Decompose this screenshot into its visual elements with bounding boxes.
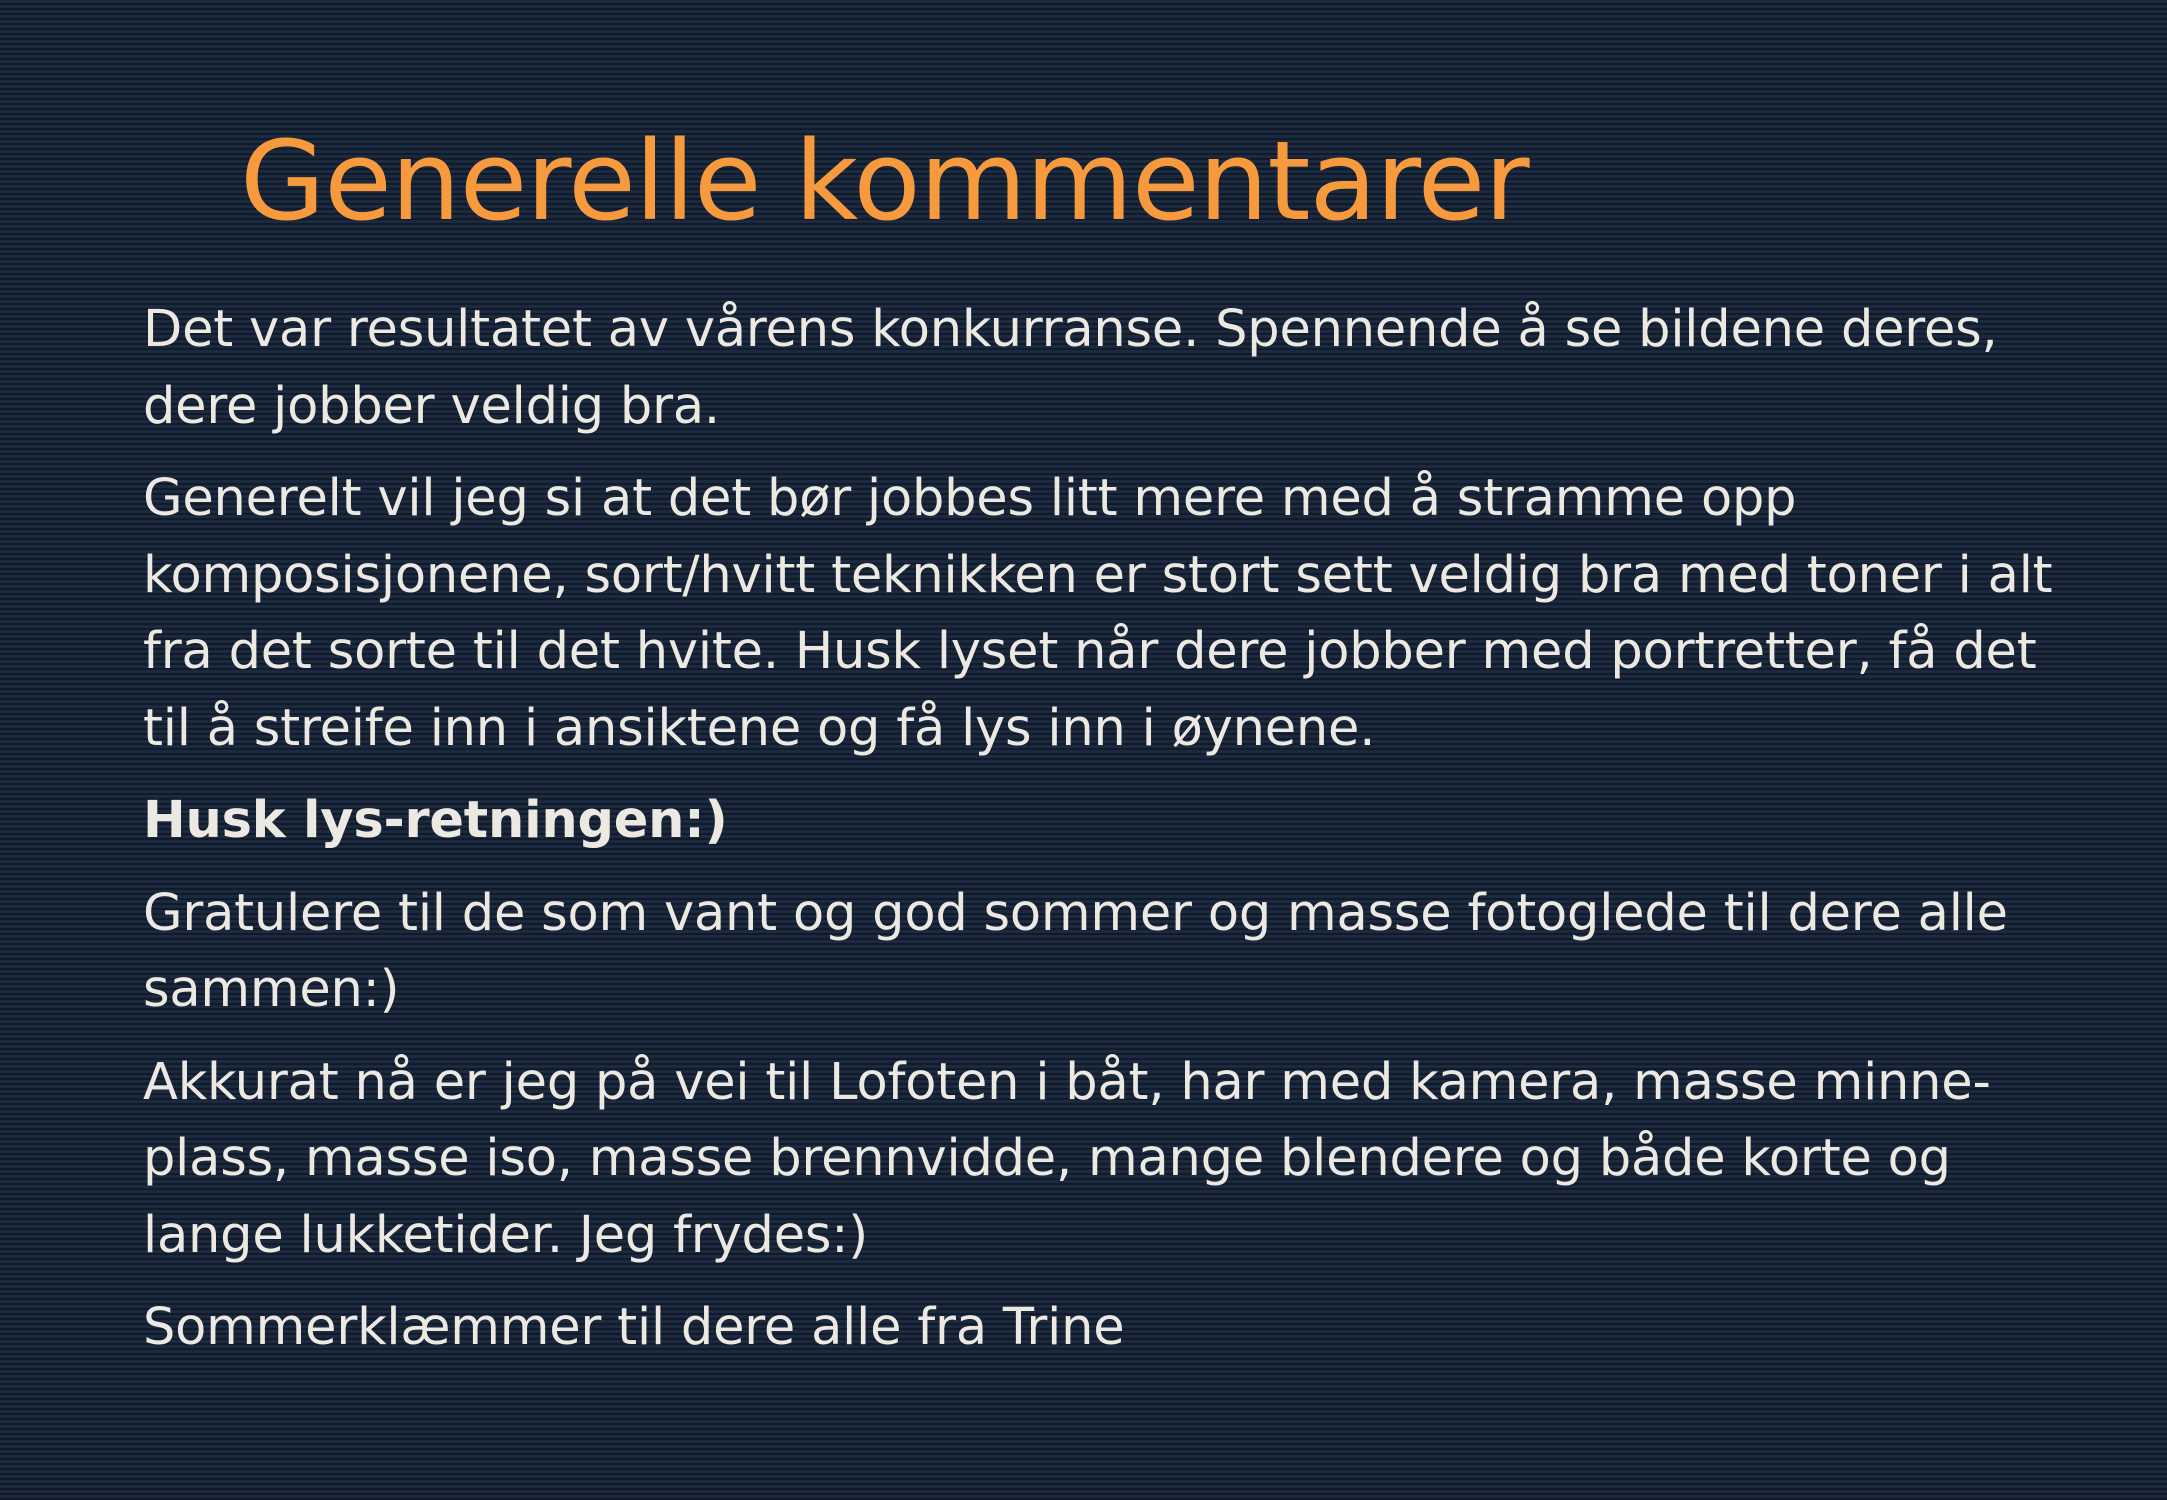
paragraph-congratulations: Gratulere til de som vant og god sommer og masse fotoglede til dere alle sammen:): [143, 883, 2008, 1019]
paragraph-intro: Det var resultatet av vårens konkurranse. Spennende å se bildene deres, dere jobber veldig bra.: [143, 300, 1998, 436]
slide-title: Generelle kommentarer: [240, 117, 1529, 245]
slide-body: [143, 292, 2073, 1383]
paragraph-signoff: Sommerklæmmer til dere alle fra Trine: [143, 1298, 1125, 1357]
paragraph-light-direction: Husk lys-retningen:): [143, 791, 728, 850]
paragraph-lofoten: Akkurat nå er jeg på vei til Lofoten i båt, har med kamera, masse minne-plass, masse iso, masse brennvidde, mange blendere og både korte og lange lukketider. Jeg frydes:): [143, 1052, 1991, 1265]
paragraph-general-feedback: Generelt vil jeg si at det bør jobbes litt mere med å stramme opp komposisjonene, sort/hvitt teknikken er stort sett veldig bra med toner i alt fra det sorte til det hvite. Husk lyset når dere jobber med portretter, få det til å streife inn i ansiktene og få lys inn i øynene.: [143, 469, 2053, 758]
